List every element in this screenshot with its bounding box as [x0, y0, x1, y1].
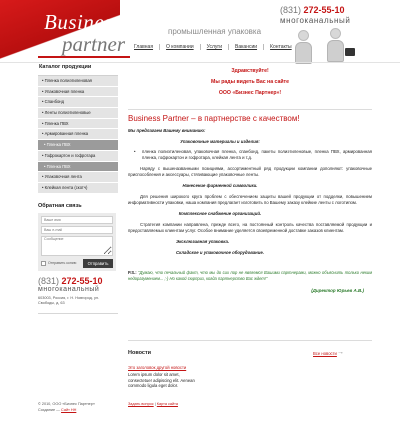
feedback-submit-button[interactable]: Отправить	[83, 259, 113, 268]
header-phone-code: (831)	[280, 5, 302, 15]
feedback-form	[38, 213, 116, 271]
header-phone-number: 272-55-10	[303, 5, 345, 15]
branded-heading: Нанесение фирменной символики.	[182, 183, 258, 188]
supply-heading: Комплексное снабжение организаций.	[178, 211, 262, 216]
sidebar-divider	[38, 313, 118, 314]
ask-question-link[interactable]: Задать вопрос	[128, 402, 154, 406]
supply-text: Стратегия компании направлена, прежде всего, на постоянный контроль качества поставляемой продукции и предоставляемых клиентам услуг. Особое внимание уделяется своевременной доставке заказов клиентам.	[128, 222, 372, 233]
materials-note: Наряду с вышеназванными позициями, ассортиментный ряд продукции компании дополняют: упаковочные приспособления и аксессуары, стягивающие упаковочные ленты.	[128, 166, 372, 177]
welcome-line: ООО «Бизнес Партнер»!	[218, 90, 282, 96]
page-title: Business Partner – в партнерстве с качеством!	[128, 114, 300, 123]
sidebar-phone-code: (831)	[38, 275, 60, 286]
sidebar	[38, 64, 118, 314]
all-news-link[interactable]: Все новости	[313, 351, 337, 356]
footer-copyright	[38, 402, 95, 413]
catalog-item[interactable]: • Упаковочная лента	[38, 172, 118, 183]
feedback-email-input[interactable]	[41, 226, 113, 234]
nav-contacts[interactable]: Контакты	[270, 44, 292, 50]
news-divider	[128, 340, 372, 341]
materials-heading: Упаковочные материалы и изделия:	[180, 139, 260, 144]
catalog-list	[38, 75, 118, 194]
news-item-link[interactable]: Это заголовок другой новости	[128, 365, 187, 370]
welcome-line: Мы рады видеть Вас на сайте	[211, 79, 289, 85]
feedback-message-input[interactable]	[41, 236, 113, 256]
feedback-copy-label: Отправить копию	[48, 261, 77, 266]
made-by-prefix: Создание —	[38, 407, 60, 412]
logo-word-bottom: partner	[62, 32, 125, 56]
catalog-item[interactable]: • Ленты полиэтиленовые	[38, 108, 118, 119]
copyright-text: © 2010, ООО «Бизнес Партнер»	[38, 402, 95, 406]
catalog-subitem[interactable]: • Пленка ПВХ	[38, 140, 118, 151]
briefcase-icon	[345, 48, 355, 56]
news-footer-links: Задать вопрос | Карта сайта	[128, 402, 178, 406]
nav-home[interactable]: Главная	[128, 44, 160, 50]
sidebar-phone-subtitle: многоканальный	[38, 285, 100, 293]
news-item-text: Lorem ipsum dolor sit amet, consectetuer adipiscing elit. Aenean commodo ligula eget dolor.	[128, 372, 195, 389]
director-signature: (Директор Юрьев А.В.)	[311, 288, 364, 294]
feedback-name-input[interactable]	[41, 216, 113, 224]
catalog-item[interactable]: • Армированная пленка	[38, 129, 118, 140]
feedback-title: Обратная связь	[38, 202, 82, 209]
sitemap-link[interactable]: Карта сайта	[156, 402, 178, 406]
sidebar-phone-number: 272-55-10	[61, 275, 103, 286]
nav-about[interactable]: О компании	[160, 44, 201, 50]
logo-word-top: Business	[44, 10, 122, 34]
exclusive-packaging-heading: Эксклюзивная упаковка.	[176, 239, 230, 244]
main-divider	[128, 109, 372, 110]
postscript	[128, 270, 372, 282]
news-title: Новости	[128, 350, 152, 356]
nav-services[interactable]: Услуги	[201, 44, 229, 50]
catalog-item[interactable]: • Гофрокартон и гофротара	[38, 151, 118, 162]
welcome-line: Здравствуйте!	[231, 68, 269, 74]
welcome-block	[128, 66, 372, 99]
postscript-text: "Думаю, что печальный факт, что мы до сих пор не являемся Вашими партнерами, можно объяснить только неким недоразумением... ;-) Но какой сюрприз, когда партнерство Вас ждет!"	[128, 270, 372, 282]
warehouse-equipment-heading: Складское и упаковочное оборудование.	[176, 250, 264, 255]
catalog-item[interactable]: • Упаковочная пленка	[38, 87, 118, 98]
site-header	[0, 0, 400, 72]
header-phone	[280, 5, 350, 25]
catalog-item[interactable]: • Пленка ПВХ	[38, 119, 118, 130]
header-tagline: промышленная упаковка	[168, 27, 262, 36]
arrow-right-icon[interactable]: →	[337, 349, 344, 356]
branded-text: Для решения широкого круга проблем с обеспечением защиты вашей продукции от подделки, повышением информативности упаковки, наша компания предлагает изготовить по Вашему заказу клейкие ленты с логотипом.	[128, 194, 372, 205]
company-logo[interactable]	[38, 6, 138, 62]
catalog-title: Каталог продукции	[39, 64, 92, 70]
postscript-label: P.S.:	[128, 270, 137, 275]
main-content	[128, 64, 372, 293]
person-left	[298, 30, 312, 64]
materials-list-item: • пленка полиэтиленовая, упаковочная пленка, спанбонд, пакеты полиэтиленовые, пленка ПВХ, армированная пленка, гофрокартон и гофротара, клейкая лента и т.д.	[134, 149, 372, 160]
header-phone-subtitle: многоканальный	[280, 16, 351, 25]
catalog-item[interactable]: • Спанбонд	[38, 97, 118, 108]
offer-intro: Мы предлагаем Вашему вниманию:	[128, 128, 206, 133]
made-by-link[interactable]: Сайт НН	[61, 407, 77, 412]
logo-underline	[38, 56, 130, 58]
catalog-subitem[interactable]: • Пленка ПВХ	[38, 162, 118, 173]
feedback-copy-checkbox[interactable]	[41, 261, 46, 266]
person-right	[330, 28, 344, 62]
catalog-item[interactable]: • Клейкая лента (скотч)	[38, 183, 118, 194]
nav-vacancies[interactable]: Вакансии	[229, 44, 264, 50]
header-divider	[0, 62, 400, 63]
sidebar-phone	[38, 276, 118, 293]
catalog-item[interactable]: • Пленка полиэтиленовая	[38, 76, 118, 87]
main-nav	[128, 44, 298, 50]
sidebar-address: 603003, Россия, г. Н. Новгород, ул. Свободы, д. 63	[38, 295, 100, 306]
